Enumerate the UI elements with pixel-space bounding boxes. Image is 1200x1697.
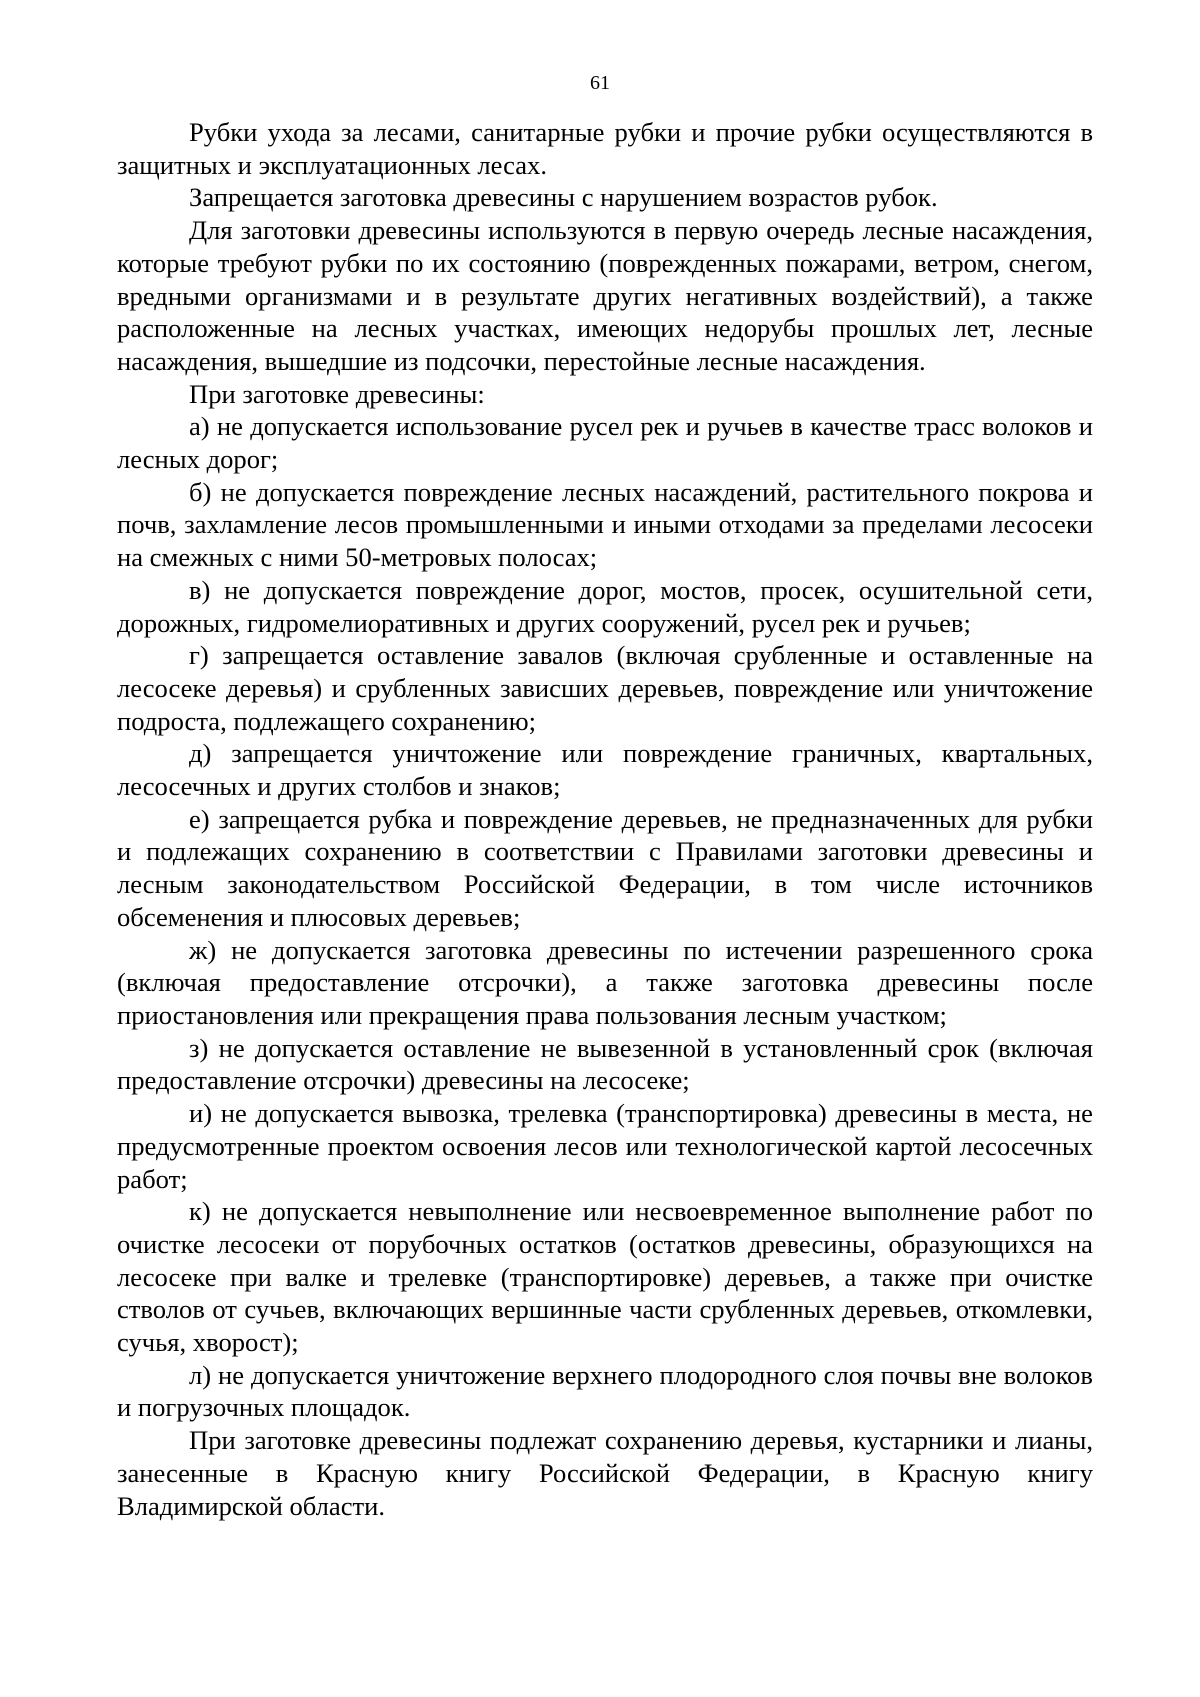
list-item-b: б) не допускается повреждение лесных насаждений, растительного покрова и почв, захламление лесов промышленными и иными отходами за пределами лесосеки на смежных с ними 50-метровых полосах; (117, 476, 1093, 573)
list-item-z: з) не допускается оставление не вывезенной в установленный срок (включая предоставление отсрочки) древесины на лесосеке; (117, 1032, 1093, 1096)
list-item-g: г) запрещается оставление завалов (включая срубленные и оставленные на лесосеке деревья) и срубленных зависших деревьев, повреждение или уничтожение подроста, подлежащего сохранению; (117, 640, 1093, 736)
list-item-a: а) не допускается использование русел рек и ручьев в качестве трасс волоков и лесных дорог; (117, 411, 1093, 475)
list-item-i: и) не допускается вывозка, трелевка (транспортировка) древесины в места, не предусмотренные проектом освоения лесов или технологической картой лесосечных работ; (117, 1098, 1093, 1194)
paragraph-priority-stands: Для заготовки древесины используются в первую очередь лесные насаждения, которые требуют рубки по их состоянию (поврежденных пожарами, ветром, снегом, вредными организмами и в результате других негативных воздействий), а также расположенные на лесных участках, имеющих недорубы прошлых лет, лесные насаждения, вышедшие из подсочки, перестойные лесные насаждения. (117, 215, 1093, 376)
paragraph-harvest-intro: При заготовке древесины: (189, 378, 485, 409)
paragraph-red-book: При заготовке древесины подлежат сохранению деревья, кустарники и лианы, занесенные в Красную книгу Российской Федерации, в Красную книгу Владимирской области. (117, 1425, 1093, 1521)
list-item-v: в) не допускается повреждение дорог, мостов, просек, осушительной сети, дорожных, гидромелиоративных и других сооружений, русел рек и ручьев; (117, 574, 1093, 638)
list-item-d: д) запрещается уничтожение или повреждение граничных, квартальных, лесосечных и других столбов и знаков; (117, 738, 1093, 802)
paragraph-age-prohibition: Запрещается заготовка древесины с нарушением возрастов рубок. (189, 182, 938, 213)
paragraph-felling-types: Рубки ухода за лесами, санитарные рубки и прочие рубки осуществляются в защитных и эксплуатационных лесах. (117, 117, 1093, 180)
list-item-l: л) не допускается уничтожение верхнего плодородного слоя почвы вне волоков и погрузочных площадок. (117, 1359, 1093, 1423)
list-item-e: е) запрещается рубка и повреждение деревьев, не предназначенных для рубки и подлежащих сохранению в соответствии с Правилами заготовки древесины и лесным законодательством Российской Федерации, в том числе источников обсеменения и плюсовых деревьев; (117, 803, 1093, 932)
list-item-zh: ж) не допускается заготовка древесины по истечении разрешенного срока (включая предоставление отсрочки), а также заготовка древесины после приостановления или прекращения права пользования лесным участком; (117, 934, 1093, 1030)
page-number: 61 (590, 72, 610, 94)
document-body (117, 116, 1093, 1522)
list-item-k: к) не допускается невыполнение или несвоевременное выполнение работ по очистке лесосеки от порубочных остатков (остатков древесины, образующихся на лесосеке при валке и трелевке (транспортировке) деревьев, а также при очистке стволов от сучьев, включающих вершинные части срубленных деревьев, откомлевки, сучья, хворост); (117, 1196, 1093, 1358)
